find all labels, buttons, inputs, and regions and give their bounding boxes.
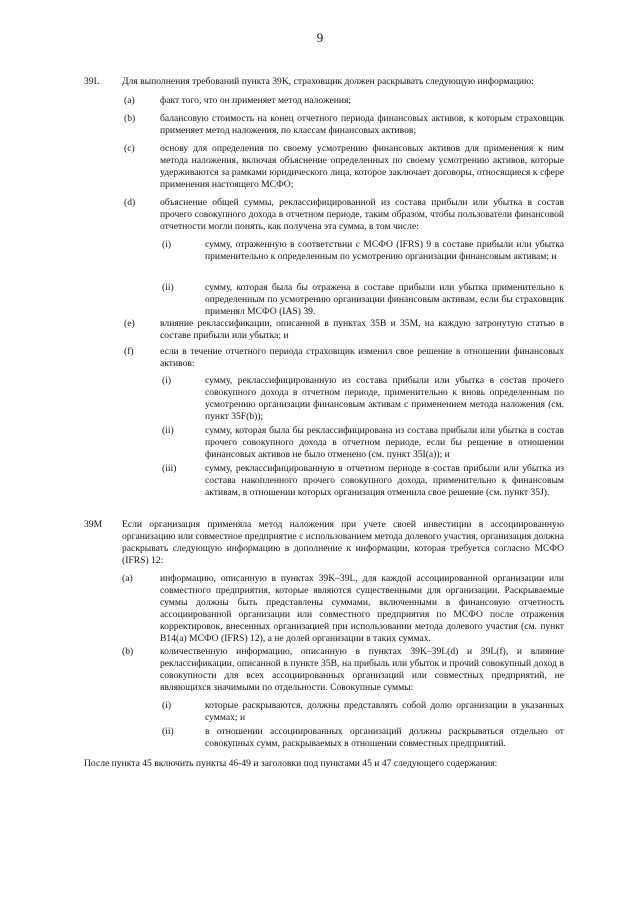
item-label: (d)	[124, 197, 136, 208]
item-label: (b)	[122, 646, 134, 657]
item-label: (c)	[124, 143, 135, 154]
subitem-label: (iii)	[162, 463, 177, 474]
item-label: (b)	[124, 113, 136, 124]
paragraph-39L-intro: Для выполнения требований пункта 39K, страховщик должен раскрывать следующую информацию:	[122, 76, 534, 87]
item-label: (f)	[124, 346, 134, 357]
subitem-39L-f-i: сумму, реклассифицированную из состава прибыли или убытка в состав прочего совокупного дохода в отчетном периоде, применительно к вновь определенным по усмотрению организации финансовым активам с применением метода наложения (см. пункт 35F(b));	[205, 375, 564, 422]
paragraph-number-39L: 39L	[84, 76, 100, 87]
item-39L-d: объяснение общей суммы, реклассифицированной из состава прибыли или убытка в состав прочего совокупного дохода в отчетном периоде, таким образом, чтобы пользователи финансовой отчетности могли понять, как получена эта сумма, в том числе:	[160, 197, 564, 232]
subitem-39L-d-i: сумму, отраженную в соответствии с МСФО (IFRS) 9 в составе прибыли или убытка применительно к определенным по усмотрению организации финансовым активам; и	[205, 239, 564, 262]
paragraph-39M-intro: Если организация применяла метод наложения при учете своей инвестиции в ассоциированную организацию или совместное предприятие с использованием метода долевого участия, организация должна раскрывать следующую информацию в дополнение к информации, которая требуется согласно МСФО (IFRS) 12:	[122, 519, 564, 566]
item-39M-b: количественную информацию, описанную в пунктах 39K–39L(d) и 39L(f), и влияние реклассификации, описанной в пункте 35B, на прибыль или убыток и прочий совокупный доход в совокупности для всех ассоциированных организаций или совместных предприятий, не являющихся значимыми по отдельности. Совокупные суммы:	[160, 646, 564, 693]
item-label: (a)	[122, 573, 133, 584]
subitem-39M-b-ii: в отношении ассоциированных организаций должны раскрываться отдельно от совокупных сумм, раскрываемых в отношении совместных предприятий.	[205, 726, 564, 749]
subitem-39M-b-i: которые раскрываются, должны представлять собой долю организации в указанных суммах; и	[205, 700, 564, 723]
paragraph-number-39M: 39M	[84, 519, 103, 530]
subitem-39L-f-ii: сумму, которая была бы реклассифицирована из состава прибыли или убытка в состав прочего совокупного дохода в отчетном периоде, если бы решение в отношении финансовых активов не было отменено (см. пункт 35I(a)); и	[205, 425, 564, 460]
item-39L-a: факт того, что он применяет метод наложения;	[160, 95, 352, 106]
closing-instruction: После пункта 45 включить пункты 46-49 и заголовки под пунктами 45 и 47 следующего содержания:	[84, 758, 498, 769]
subitem-label: (i)	[162, 375, 172, 386]
item-label: (a)	[124, 95, 135, 106]
page-number: 9	[316, 30, 324, 45]
item-label: (e)	[124, 318, 135, 329]
subitem-label: (ii)	[162, 726, 174, 737]
subitem-39L-d-ii: сумму, которая была бы отражена в составе прибыли или убытка применительно к определенным по усмотрению организации финансовым активам, если бы страховщик применял МСФО (IAS) 39.	[205, 282, 564, 317]
item-39M-a: информацию, описанную в пунктах 39K–39L, для каждой ассоциированной организации или совместного предприятия, которые являются существенными для организации. Раскрываемые суммы должны быть представлены суммами, включенными в финансовую отчетность ассоциированной организации или совместного предприятия по МСФО после отражения корректировок, внесенных организацией при использовании метода долевого участия (см. пункт B14(a) МСФО (IFRS) 12), а не долей организации в таких суммах.	[160, 573, 564, 644]
item-39L-e: влияние реклассификации, описанной в пунктах 35B и 35M, на каждую затронутую статью в составе прибыли или убытка; и	[160, 318, 564, 341]
item-39L-b: балансовую стоимость на конец отчетного периода финансовых активов, к которым страховщик применяет метод наложения, по классам финансовых активов;	[160, 113, 564, 136]
subitem-label: (i)	[162, 239, 172, 250]
subitem-label: (ii)	[162, 425, 174, 436]
subitem-label: (i)	[162, 700, 172, 711]
subitem-label: (ii)	[162, 282, 174, 293]
item-39L-c: основу для определения по своему усмотрению финансовых активов для применения к ним метода наложения, включая объяснение определенных по своему усмотрению активов, которые удерживаются за рамками юридического лица, которое заключает договоры, относящиеся к сфере применения настоящего МСФО;	[160, 143, 564, 190]
item-39L-f: если в течение отчетного периода страховщик изменил свое решение в отношении финансовых активов:	[160, 346, 564, 369]
subitem-39L-f-iii: сумму, реклассифицированную в отчетном периоде в состав прибыли или убытка из состава накопленного прочего совокупного дохода, применительно к финансовым активам, в отношении которых организация отменила свое решение (см. пункт 35J).	[205, 463, 564, 498]
